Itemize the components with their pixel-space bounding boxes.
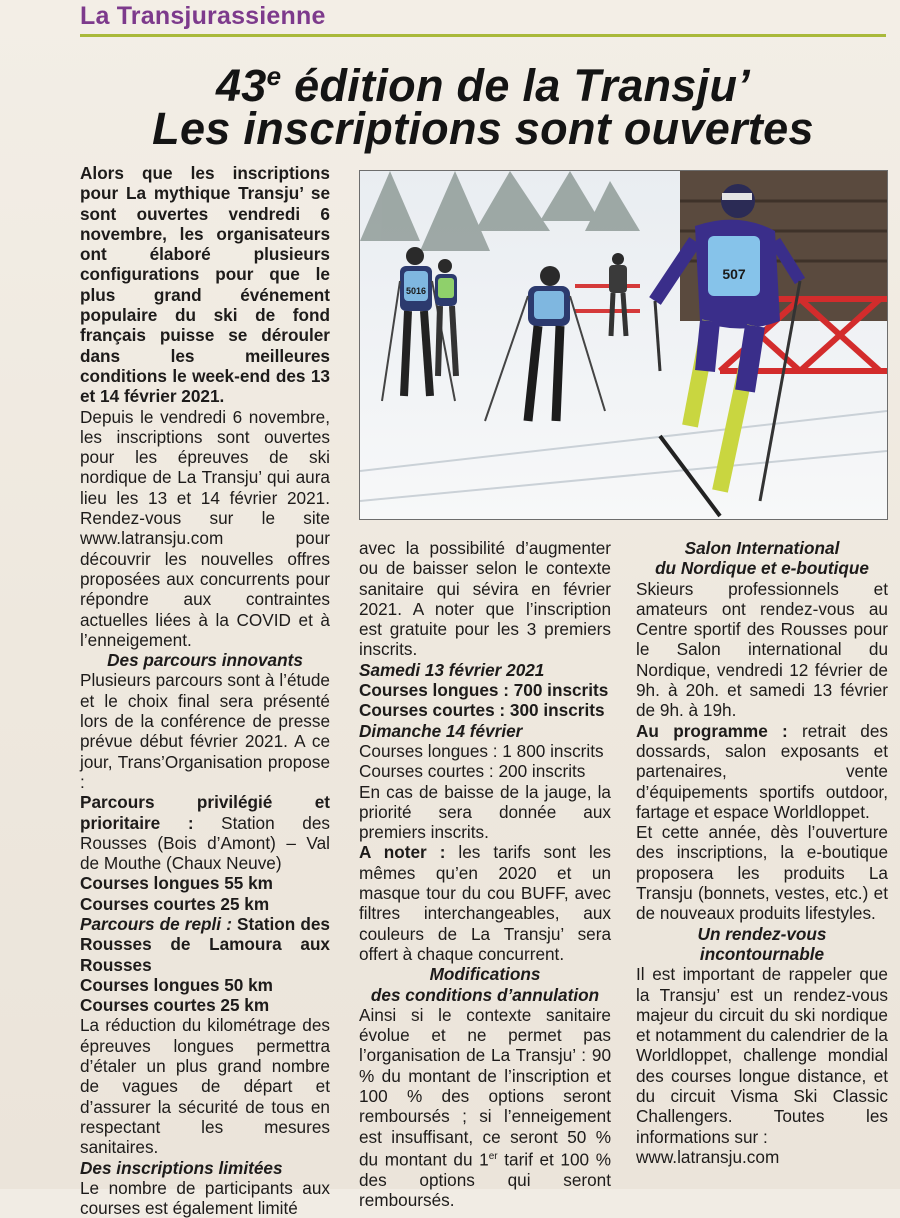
headline-number: 43 — [215, 60, 267, 111]
headline-rest: édition de la Transju’ — [281, 60, 751, 111]
race-photo — [359, 170, 888, 520]
subheading-modifications-2: des conditions d’annulation — [370, 984, 600, 1005]
programme-text: retrait des dossards, salon exposants et partenaires, vente d’équipements sportifs outdoor, fartage et espace Worldloppet. — [636, 720, 888, 822]
subheading-salon-2: du Nordique et e-boutique — [655, 558, 869, 579]
note-paragraph — [359, 842, 611, 964]
article-paragraph: Plusieurs parcours sont à l’étude et le choix final sera présenté lors de la conférence de presse prévue début février 2021. A ce jour, Trans’Organisation propose : — [80, 670, 330, 792]
article-paragraph: Skieurs professionnels et amateurs ont rendez-vous au Centre sportif des Rousses pour le Salon international du Nordique, vendredi 12 février de 9h. à 20h. et samedi 13 février de 9h. à 19h. — [636, 578, 888, 721]
programme-label: Au programme : — [636, 720, 788, 741]
article-column-1 — [80, 163, 330, 1218]
article-column-2 — [359, 538, 611, 1211]
headline-superscript: e — [266, 61, 282, 91]
route-2-long: Courses longues 50 km — [80, 974, 273, 995]
website-url: www.latransju.com — [636, 1146, 780, 1167]
subheading-dimanche: Dimanche 14 février — [359, 720, 523, 741]
headline-line-2: Les inscriptions sont ouvertes — [152, 103, 814, 154]
route-1-short: Courses courtes 25 km — [80, 893, 270, 914]
subheading-rendezvous-2: incontournable — [699, 943, 825, 964]
refund-superscript: er — [488, 1150, 498, 1162]
route-1-label: Parcours privilégié et prioritaire : — [80, 792, 330, 833]
day2-long: Courses longues : 1 800 inscrits — [359, 740, 604, 761]
day1-long: Courses longues : 700 inscrits — [359, 680, 609, 701]
skiers-illustration — [360, 171, 887, 519]
subheading-rendezvous-1: Un rendez-vous — [697, 923, 827, 944]
article-paragraph: Le nombre de participants aux courses est également limité — [80, 1177, 330, 1218]
route-1-text: Station des Rousses (Bois d’Amont) – Val de Mouthe (Chaux Neuve) — [80, 812, 330, 874]
article-paragraph: Il est important de rappeler que la Transju’ est un rendez-vous majeur du circuit du ski nordique et notamment du calendrier de la Worldloppet, challenge mondial des courses longue distance, et du circuit Visma Ski Classic Challengers. Toutes les informations sur : — [636, 964, 888, 1147]
subheading-inscriptions: Des inscriptions limitées — [80, 1157, 283, 1178]
day2-short: Courses courtes : 200 inscrits — [359, 761, 586, 782]
bib-number: 507 — [722, 266, 746, 282]
route-2-label: Parcours de repli : — [80, 913, 232, 934]
rubric-rule — [80, 34, 886, 37]
subheading-salon-1: Salon International — [684, 538, 840, 558]
article-lead: Alors que les inscriptions pour La mythique Transju’ se sont ouvertes vendredi 6 novembre, les organisateurs ont élaboré plusieurs configurations pour que le plus grand événement populaire du ski de fond français puisse se dérouler dans les meilleures conditions le week-end des 13 et 14 février 2021. — [80, 163, 330, 407]
article-paragraph: avec la possibilité d’augmenter ou de baisser selon le contexte sanitaire qui sévira en février 2021. A noter que l’inscription est gratuite pour les 3 premiers inscrits. — [359, 538, 611, 660]
subheading-parcours: Des parcours innovants — [107, 650, 303, 671]
article-paragraph: La réduction du kilométrage des épreuves longues permettra d’étaler un plus grand nombre de vagues de départ et d’assurer la sécurité de tous en respectant les mesures sanitaires. — [80, 1015, 330, 1158]
programme-paragraph — [636, 721, 888, 822]
bib-number: 5016 — [405, 286, 427, 296]
article-paragraph — [359, 1005, 611, 1211]
route-2-short: Courses courtes 25 km — [80, 995, 270, 1016]
subheading-samedi: Samedi 13 février 2021 — [359, 659, 545, 680]
route-1-long: Courses longues 55 km — [80, 873, 273, 894]
day1-short: Courses courtes : 300 inscrits — [359, 700, 605, 721]
article-paragraph: Depuis le vendredi 6 novembre, les inscriptions sont ouvertes pour les épreuves de ski nordique de La Transju’ qui aura lieu les 13 et 14 février 2021. Rendez-vous sur le site www.latransju.com pour découvrir les nouvelles offres proposées aux concurrents pour répondre aux contraintes actuelles liées à la COVID et à l’enneigement. — [80, 406, 330, 650]
section-rubric: La Transjurassienne — [80, 2, 326, 30]
article-paragraph: En cas de baisse de la jauge, la priorité sera donnée aux premiers inscrits. — [359, 781, 611, 843]
route-2 — [80, 914, 330, 975]
refund-text: Ainsi si le contexte sanitaire évolue et ne permet pas l’organisation de La Transju’ : 90 % du montant de l’inscription et 100 % des options seront remboursés ; si l’enneigement est insuffisant, ce seront 50 % du montant du 1 — [359, 1004, 611, 1170]
note-text: les tarifs sont les mêmes qu’en 2020 et un masque tour du cou BUFF, avec filtres interchangeables, aux couleurs de La Transju’ sera offert à chaque concurrent. — [359, 842, 611, 964]
article-column-3 — [636, 538, 888, 1167]
route-1 — [80, 792, 330, 873]
route-2-text: Station des Rousses de Lamoura aux Rousses — [80, 913, 330, 975]
note-label: A noter : — [359, 842, 446, 863]
refund-text-end: tarif et 100 % des options qui seront remboursés. — [359, 1149, 611, 1211]
subheading-modifications-1: Modifications — [429, 964, 541, 985]
article-paragraph: Et cette année, dès l’ouverture des inscriptions, la e-boutique proposera les produits La Transju (bonnets, vestes, etc.) et de nouveaux produits lifestyles. — [636, 822, 888, 924]
